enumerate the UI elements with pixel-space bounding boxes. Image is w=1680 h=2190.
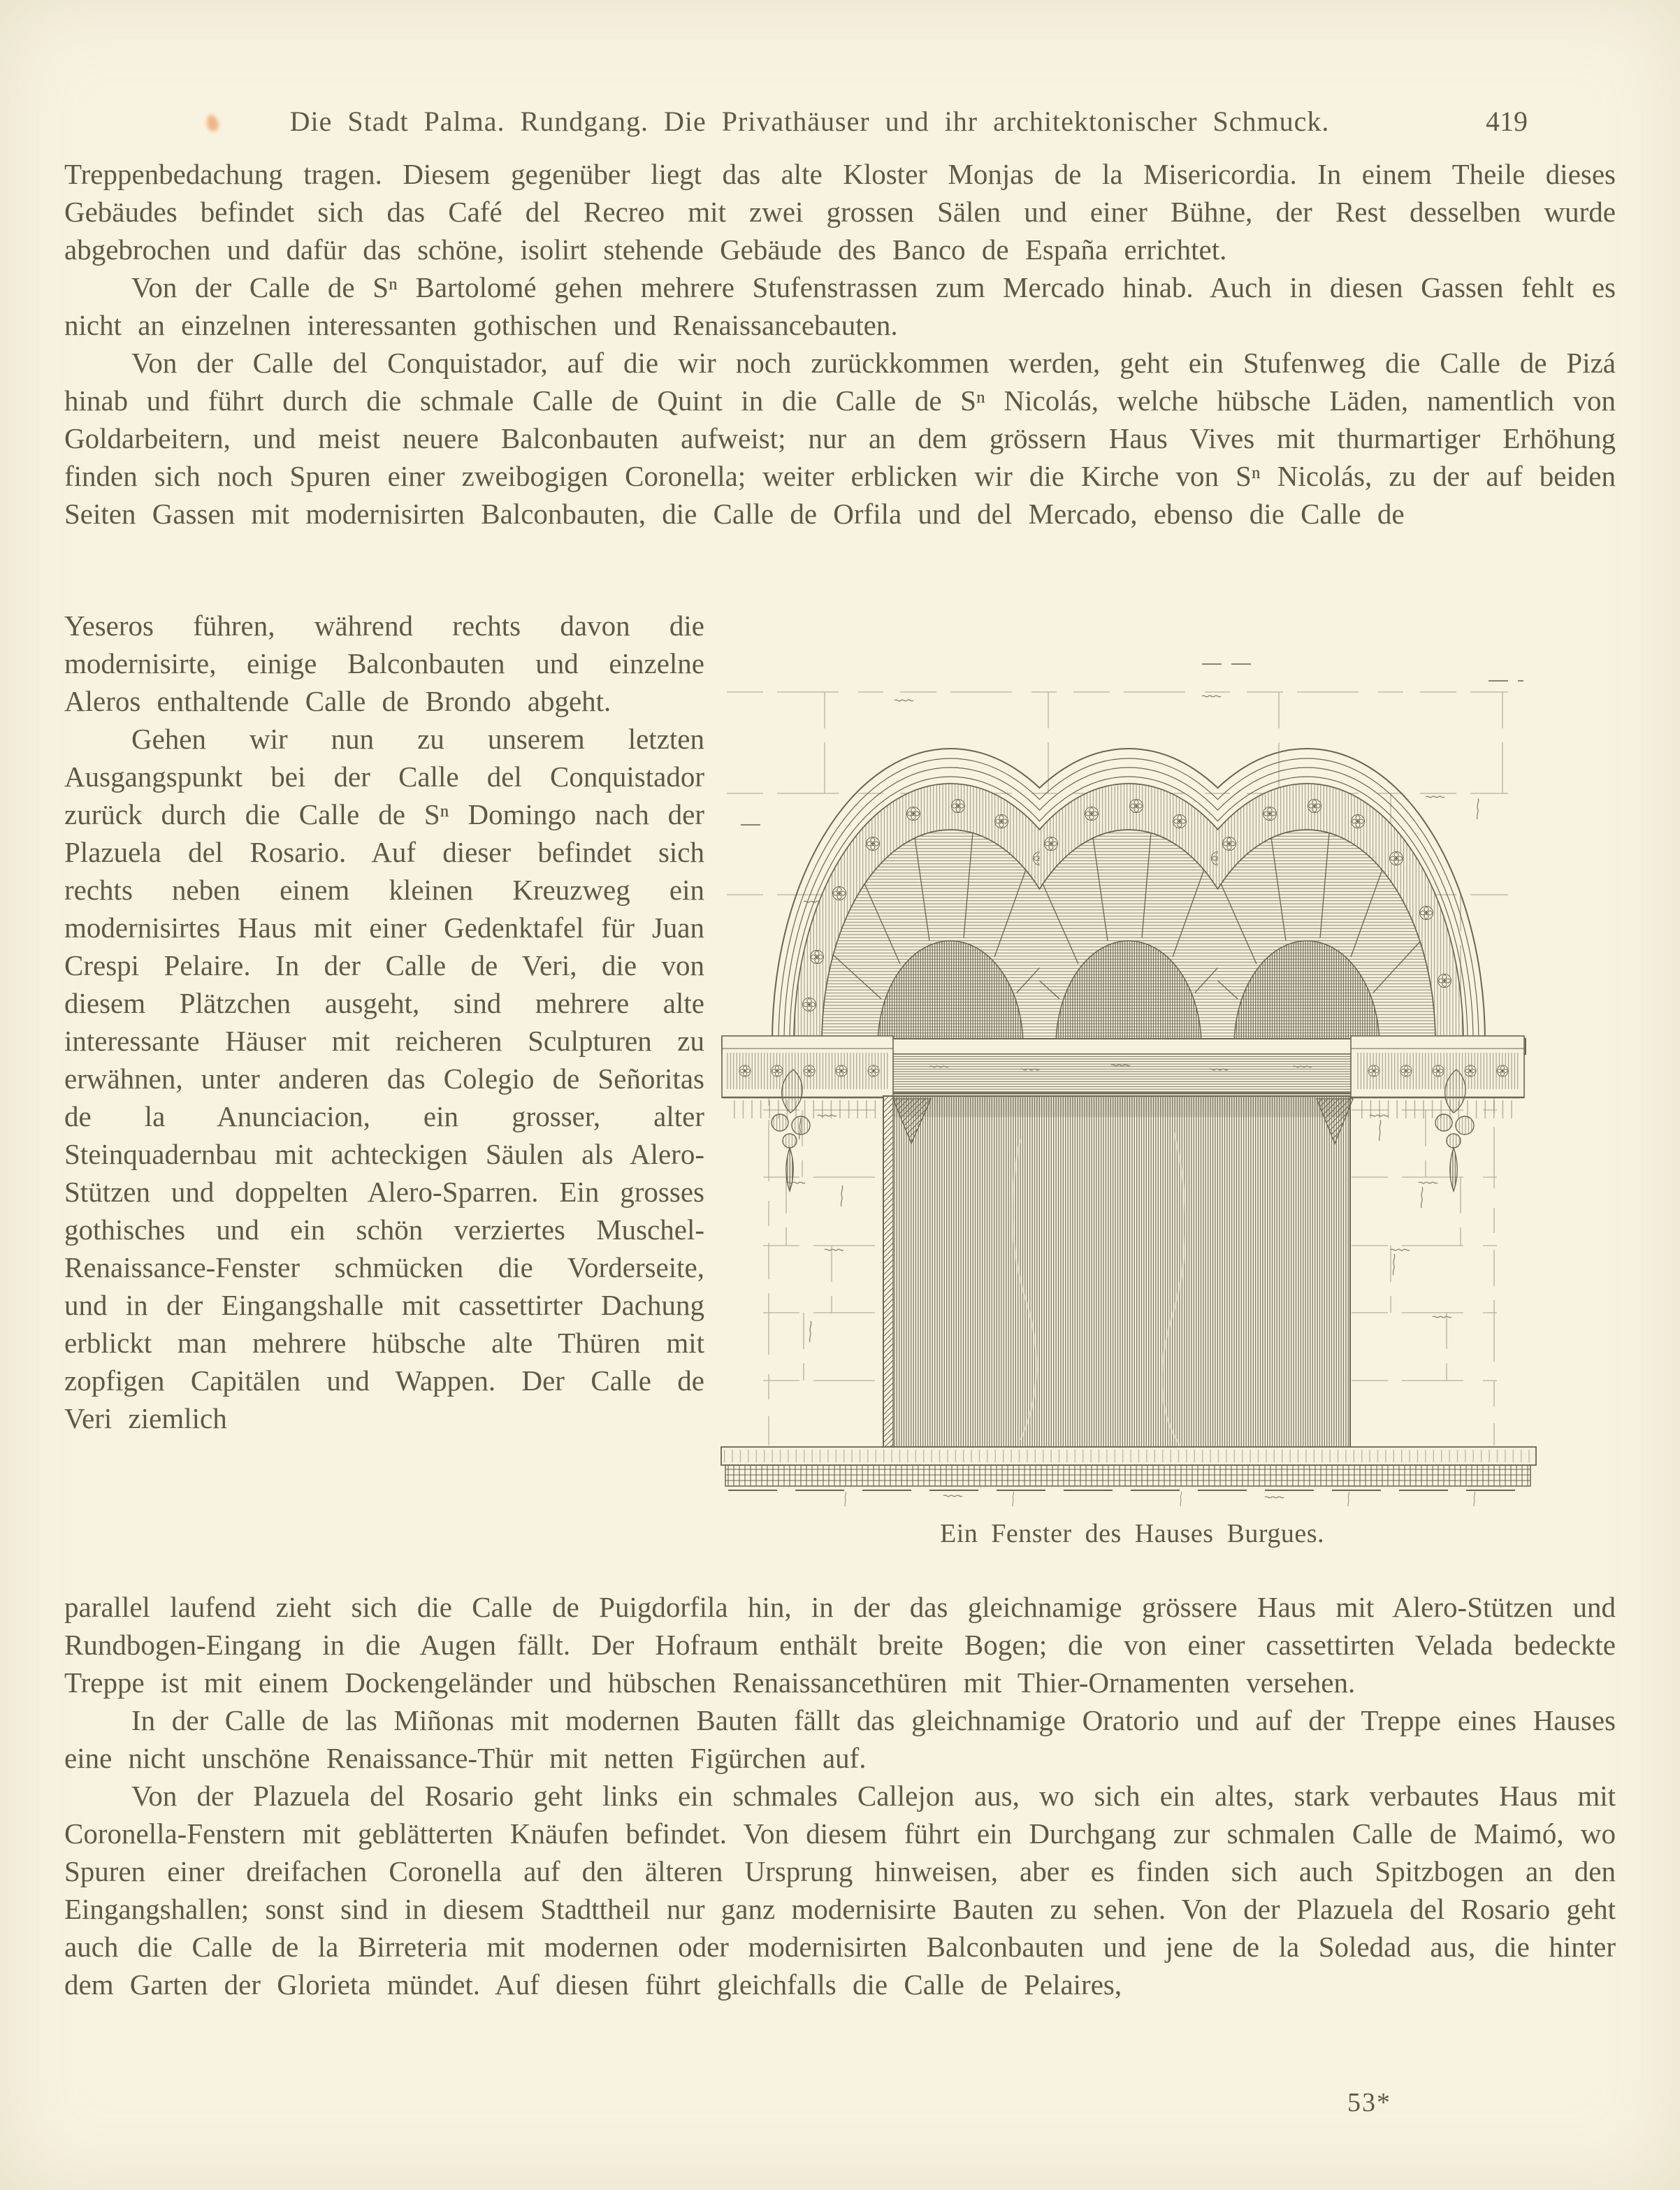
paragraph: In der Calle de las Miñonas mit modernen Bauten fällt das gleichnamige Oratorio und auf der Treppe eines Hauses eine nicht unschöne Renaissance-Thür mit netten Figürchen auf. [64, 1704, 1616, 1774]
page-header [0, 105, 1680, 145]
figure-caption: Ein Fenster des Hauses Burgues. [939, 1519, 1324, 1548]
window-engraving-illustration [720, 650, 1607, 1506]
paragraph: Von der Calle del Conquistador, auf die wir noch zurückkommen werden, geht ein Stufenweg die Calle de Pizá hinab und führt durch die schmale Calle de Quint in die Calle de Sⁿ Nicolás, welche hübsche Läden, namentlich von Goldarbeitern, und meist neuere Balconbauten aufweist; nur an dem grössern Haus Vives mit thurmartiger Erhöhung finden sich noch Spuren einer zweibogigen Coronella; weiter erblicken wir die Kirche von Sⁿ Nicolás, zu der auf beiden Seiten Gassen mit modernisirten Balconbauten, die Calle de Orfila und del Mercado, ebenso die Calle de [64, 347, 1616, 530]
window-sill [721, 1447, 1536, 1506]
signature-mark: 53* [1347, 2088, 1391, 2117]
text-block-top [64, 155, 1616, 533]
text-block-bottom [64, 1588, 1616, 2003]
paragraph: Yeseros führen, während rechts davon die modernisirte, einige Balconbauten und einzelne Aleros enthaltende Calle de Brondo abgeht. [64, 610, 704, 717]
paragraph: Treppenbedachung tragen. Diesem gegenüber liegt das alte Kloster Monjas de la Misericordia. In einem Theile dieses Gebäudes befindet sich das Café del Recreo mit zwei grossen Sälen und einer Bühne, der Rest desselben wurde abgebrochen und dafür das schöne, isolirt stehende Gebäude des Banco de España errichtet. [64, 158, 1616, 266]
figure-window-engraving [720, 650, 1607, 1506]
window-opening [883, 1096, 1350, 1447]
page-number: 419 [1486, 106, 1528, 137]
paragraph: Gehen wir nun zu unserem letzten Ausgangspunkt bei der Calle del Conquistador zurück durch die Calle de Sⁿ Domingo nach der Plazuela del Rosario. Auf dieser befindet sich rechts neben einem kleinen Kreuzweg ein modernisirtes Haus mit einer Gedenktafel für Juan Crespi Pelaire. In der Calle de Veri, die von diesem Plätzchen ausgeht, sind mehrere alte interessante Häuser mit reicheren Sculpturen zu erwähnen, unter anderen das Colegio de Señoritas de la Anunciacion, ein grosser, alter Steinquadernbau mit achteckigen Säulen als Alero-Stützen und doppelten Alero-Sparren. Ein grosses gothisches und ein schön verziertes Muschel-Renaissance-Fenster schmücken die Vorderseite, und in der Eingangshalle mit cassettirter Dachung erblickt man mehrere hübsche alte Thüren mit zopfigen Capitälen und Wappen. Der Calle de Veri ziemlich [64, 723, 704, 1434]
paragraph: Von der Plazuela del Rosario geht links ein schmales Callejon aus, wo sich ein altes, stark verbautes Haus mit Coronella-Fenstern mit geblätterten Knäufen befindet. Von diesem führt ein Durchgang zur schmalen Calle de Maimó, wo Spuren einer dreifachen Coronella auf den älteren Ursprung hinweisen, aber es finden sich auch Spitzbogen an den Eingangshallen; sonst sind in diesem Stadttheil nur ganz modernisirte Bauten zu sehen. Von der Plazuela del Rosario geht auch die Calle de la Birreteria mit modernen oder modernisirten Balconbauten und jene de la Soledad aus, die hinter dem Garten der Glorieta mündet. Auf diesen führt gleichfalls die Calle de Pelaires, [64, 1780, 1616, 2001]
text-block-left-column [64, 607, 704, 1437]
paragraph: parallel laufend zieht sich die Calle de Puigdorfila hin, in der das gleichnamige grössere Haus mit Alero-Stützen und Rundbogen-Eingang in die Augen fällt. Der Hofraum enthält breite Bogen; die von einer cassettirten Velada bedeckte Treppe ist mit einem Dockengeländer und hübschen Renaissancethüren mit Thier-Ornamenten versehen. [64, 1591, 1616, 1699]
paragraph: Von der Calle de Sⁿ Bartolomé gehen mehrere Stufenstrassen zum Mercado hinab. Auch in diesen Gassen fehlt es nicht an einzelnen interessanten gothischen und Renaissancebauten. [64, 271, 1616, 341]
running-title: Die Stadt Palma. Rundgang. Die Privathäuser und ihr architektonischer Schmuck. [289, 106, 1330, 137]
